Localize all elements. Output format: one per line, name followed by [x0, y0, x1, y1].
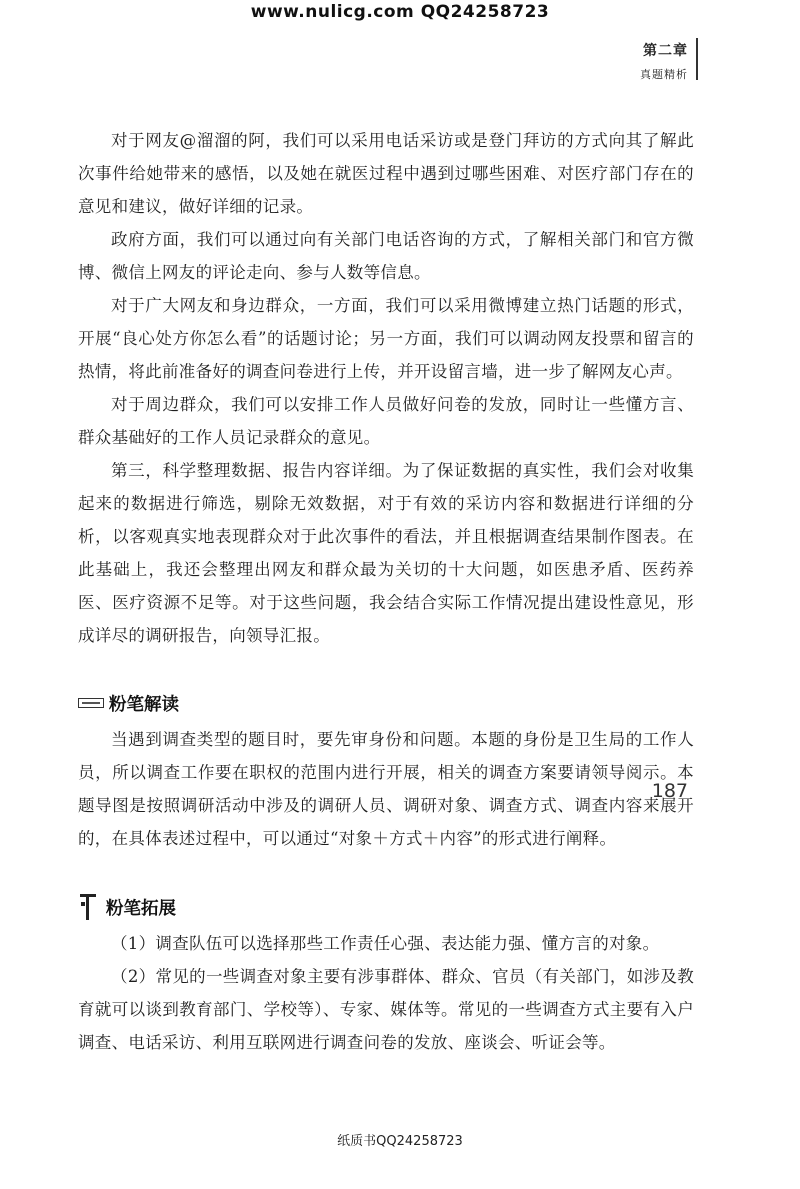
main-content	[78, 124, 694, 1059]
section-title: 粉笔拓展	[106, 898, 176, 919]
body-paragraph: （2）常见的一些调查对象主要有涉事群体、群众、官员（有关部门，如涉及教育就可以谈到教育部门、学校等）、专家、媒体等。常见的一些调查方式主要有入户调查、电话采访、利用互联网进行调查问卷的发放、座谈会、听证会等。	[78, 967, 694, 1052]
body-paragraph: 第三，科学整理数据、报告内容详细。为了保证数据的真实性，我们会对收集起来的数据进行筛选，剔除无效数据，对于有效的采访内容和数据进行详细的分析，以客观真实地表现群众对于此次事件的看法，并且根据调查结果制作图表。在此基础上，我还会整理出网友和群众最为关切的十大问题，如医患矛盾、医药养医、医疗资源不足等。对于这些问题，我会结合实际工作情况提出建设性意见，形成详尽的调研报告，向领导汇报。	[78, 461, 694, 645]
section-heading-reading	[78, 683, 694, 723]
body-paragraph: 当遇到调查类型的题目时，要先审身份和问题。本题的身份是卫生局的工作人员，所以调查工作要在职权的范围内进行开展，相关的调查方案要请领导阅示。本题导图是按照调研活动中涉及的调研人员、调研对象、调查方式、调查内容来展开的，在具体表述过程中，可以通过“对象＋方式＋内容”的形式进行阐释。	[78, 730, 694, 848]
page-number: 187	[651, 780, 688, 802]
chapter-title: 第二章	[643, 43, 688, 59]
pushpin-icon	[78, 892, 98, 922]
body-paragraph: 对于广大网友和身边群众，一方面，我们可以采用微博建立热门话题的形式，开展“良心处方你怎么看”的话题讨论；另一方面，我们可以调动网友投票和留言的热情，将此前准备好的调查问卷进行上传，并开设留言墙，进一步了解网友心声。	[78, 296, 694, 381]
top-watermark: www.nulicg.com QQ24258723	[250, 2, 550, 22]
body-paragraph: 对于周边群众，我们可以安排工作人员做好问卷的发放，同时让一些懂方言、群众基础好的工作人员记录群众的意见。	[78, 395, 694, 447]
bottom-watermark: 纸质书QQ24258723	[337, 1134, 463, 1149]
chapter-subtitle: 真题精析	[640, 68, 688, 81]
body-paragraph: （1）调查队伍可以选择那些工作责任心强、表达能力强、懂方言的对象。	[111, 934, 660, 953]
body-paragraph: 政府方面，我们可以通过向有关部门电话咨询的方式，了解相关部门和官方微博、微信上网友的评论走向、参与人数等信息。	[78, 230, 694, 282]
running-header	[640, 40, 688, 82]
body-paragraph: 对于网友@溜溜的阿，我们可以采用电话采访或是登门拜访的方式向其了解此次事件给她带来的感悟，以及她在就医过程中遇到过哪些困难、对医疗部门存在的意见和建议，做好详细的记录。	[78, 131, 694, 216]
section-heading-extension	[78, 887, 694, 927]
header-rule	[696, 38, 698, 80]
book-icon	[78, 698, 104, 708]
section-title: 粉笔解读	[109, 694, 179, 715]
